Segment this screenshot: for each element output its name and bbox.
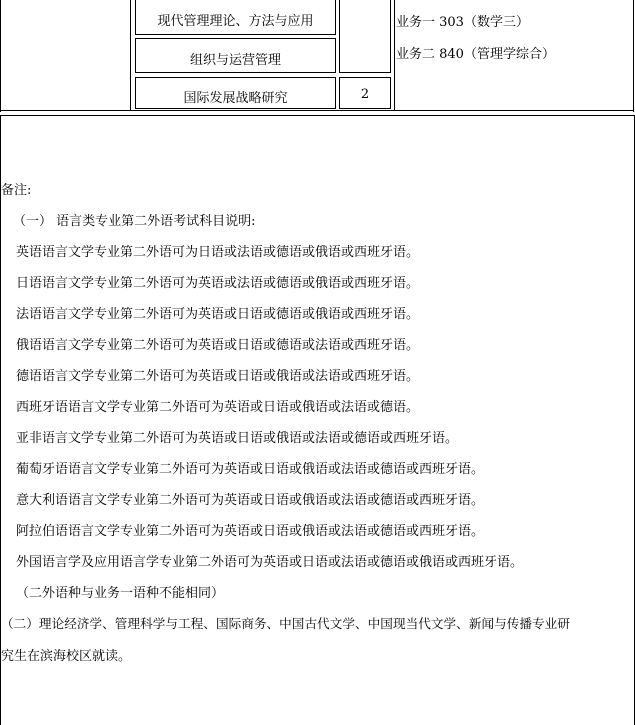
course-cell — [135, 38, 336, 73]
language-rule: 葡萄牙语语言文学专业第二外语可为英语或日语或俄语或法语或德语或西班牙语。 — [16, 462, 485, 477]
column-separator — [394, 0, 395, 111]
count-cell-upper — [339, 0, 391, 73]
course-name: 组织与运营管理 — [189, 53, 281, 68]
campus-note-line2: 究生在滨海校区就读。 — [1, 649, 132, 664]
table-bottom-border — [0, 110, 634, 111]
course-cell — [135, 0, 336, 35]
language-rule: 俄语语言文学专业第二外语可为英语或日语或德语或法语或西班牙语。 — [16, 338, 420, 353]
count-value: 2 — [360, 87, 370, 102]
notes-heading: 备注: — [1, 183, 32, 198]
program-table — [0, 0, 635, 112]
count-cell — [339, 77, 391, 109]
section-title: （一） 语言类专业第二外语考试科目说明: — [13, 214, 256, 229]
language-rule: 亚非语言文学专业第二外语可为英语或日语或俄语或法语或德语或西班牙语。 — [16, 431, 459, 446]
course-name: 现代管理理论、方法与应用 — [157, 14, 314, 29]
course-cell — [135, 77, 336, 109]
course-name: 国际发展战略研究 — [183, 91, 288, 106]
language-rule: 法语语言文学专业第二外语可为英语或日语或德语或俄语或西班牙语。 — [16, 307, 420, 322]
language-rule: 西班牙语语言文学专业第二外语可为英语或日语或俄语或法语或德语。 — [16, 400, 420, 415]
exam-subject: 业务二 840（管理学综合） — [396, 47, 555, 62]
language-rule: 德语语言文学专业第二外语可为英语或日语或俄语或法语或西班牙语。 — [16, 369, 420, 384]
exam-subject: 业务一 303（数学三） — [396, 15, 529, 30]
table-left-border — [0, 0, 1, 112]
language-restriction: （二外语种与业务一语种不能相同） — [16, 586, 225, 601]
language-rule: 外国语言学及应用语言学专业第二外语可为英语或日语或法语或德语或俄语或西班牙语。 — [16, 555, 524, 570]
campus-note-line1: （二）理论经济学、管理科学与工程、国际商务、中国古代文学、中国现当代文学、新闻与传播专业研 — [1, 616, 570, 631]
language-rule: 意大利语语言文学专业第二外语可为英语或日语或俄语或法语或德语或西班牙语。 — [16, 493, 485, 508]
language-rule: 阿拉伯语语言文学专业第二外语可为英语或日语或俄语或法语或德语或西班牙语。 — [16, 524, 485, 539]
language-rule: 英语语言文学专业第二外语可为日语或法语或德语或俄语或西班牙语。 — [16, 245, 420, 260]
column-separator — [130, 0, 131, 111]
table-right-border — [633, 0, 634, 112]
language-rule: 日语语言文学专业第二外语可为英语或法语或德语或俄语或西班牙语。 — [16, 276, 420, 291]
notes-box — [0, 115, 635, 725]
